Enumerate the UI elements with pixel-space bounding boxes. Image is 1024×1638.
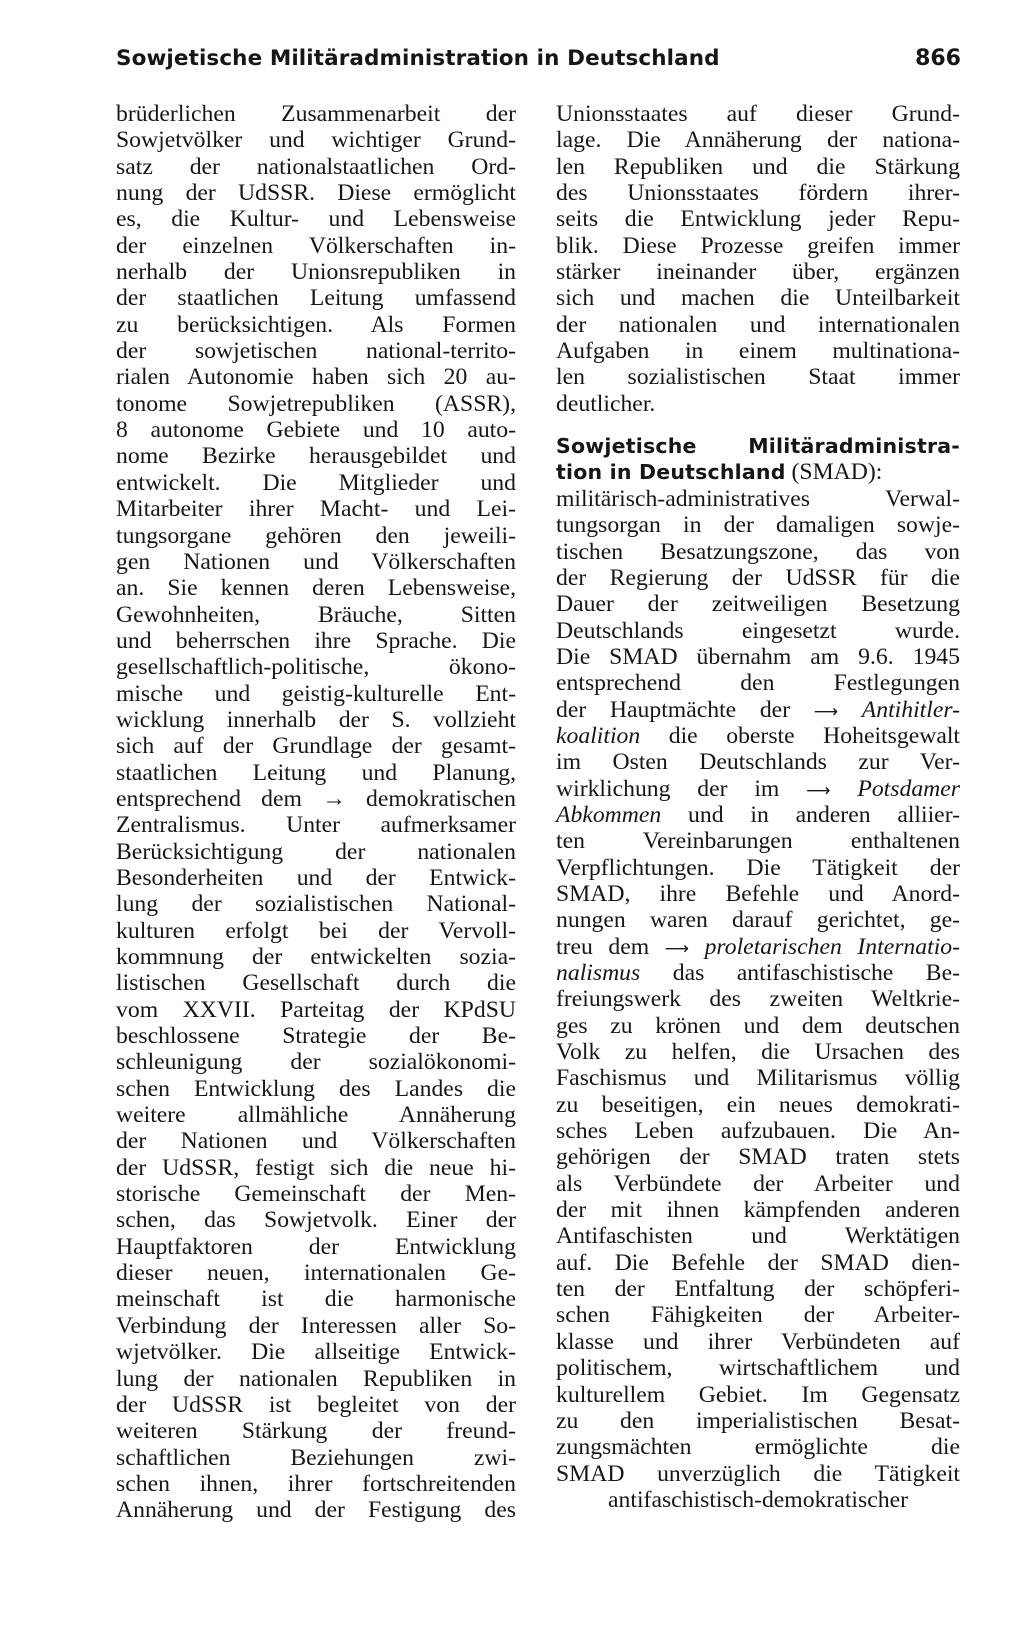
text-line: ten Vereinbarungen enthaltenen bbox=[556, 828, 960, 855]
text-line: tungsorgan in der damaligen sowje- bbox=[556, 512, 960, 539]
page-number: 866 bbox=[915, 46, 961, 71]
text-line: beschlossene Strategie der Be- bbox=[116, 1023, 516, 1050]
text-line: und beherrschen ihre Sprache. Die bbox=[116, 627, 516, 654]
text-line: mische und geistig-kulturelle Ent- bbox=[116, 680, 516, 707]
text-line bbox=[556, 776, 960, 802]
text-line: sich und machen die Unteilbarkeit bbox=[556, 285, 960, 312]
text-line: tonome Sowjetrepubliken (ASSR), bbox=[116, 390, 516, 417]
text-line: kommnung der entwickelten sozia- bbox=[116, 944, 516, 970]
text-line: gehörigen der SMAD traten stets bbox=[556, 1144, 960, 1171]
text-line: lage. Die Annäherung der nationa- bbox=[556, 127, 960, 154]
text-line: der UdSSR ist begleitet von der bbox=[116, 1391, 516, 1418]
text-line: schleunigung der sozialökonomi- bbox=[116, 1049, 516, 1076]
text-line: tungsorgane gehören den jeweili- bbox=[116, 522, 516, 549]
right-column bbox=[556, 101, 960, 1513]
entry-heading-continuation: tion in Deutschland bbox=[556, 460, 786, 485]
text-line: politischem, wirtschaftlichem und bbox=[556, 1355, 960, 1382]
text-line: SMAD, ihre Befehle und Anord- bbox=[556, 880, 960, 907]
text-line: listischen Gesellschaft durch die bbox=[116, 970, 516, 997]
text-line: Verbindung der Interessen aller So- bbox=[116, 1312, 516, 1339]
entry-abbreviation: (SMAD): bbox=[785, 459, 883, 486]
text-line bbox=[556, 697, 960, 723]
cross-reference-link[interactable]: nalismus bbox=[556, 960, 641, 986]
cross-reference-arrow-icon: ⟶ bbox=[806, 780, 831, 801]
text-line: schen Fähigkeiten der Arbeiter- bbox=[556, 1302, 960, 1329]
text-line: Besonderheiten und der Entwick- bbox=[116, 864, 516, 891]
cross-reference-arrow-icon: ⟶ bbox=[664, 938, 690, 959]
header-title: Sowjetische Militäradministration in Deutschland bbox=[116, 46, 720, 71]
text-line: nome Bezirke herausgebildet und bbox=[116, 443, 516, 470]
text-line: nerhalb der Unionsrepubliken in bbox=[116, 259, 516, 286]
left-column bbox=[116, 101, 516, 1524]
text-line: schen ihnen, ihrer fortschreitenden bbox=[116, 1470, 516, 1497]
text-fragment: wirklichung der im bbox=[556, 775, 780, 802]
text-line: Mitarbeiter ihrer Macht- und Lei- bbox=[116, 496, 516, 523]
text-line: len Republiken und die Stärkung bbox=[556, 153, 960, 180]
text-line: der UdSSR, festigt sich die neue hi- bbox=[116, 1154, 516, 1181]
text-line: weiteren Stärkung der freund- bbox=[116, 1418, 516, 1445]
cross-reference-link[interactable]: Potsdamer bbox=[857, 775, 960, 802]
text-fragment: treu dem bbox=[556, 933, 650, 960]
text-line: nungen waren darauf gerichtet, ge- bbox=[556, 907, 960, 934]
text-line: auf. Die Befehle der SMAD dien- bbox=[556, 1249, 960, 1276]
text-line: der nationalen und internationalen bbox=[556, 311, 960, 338]
text-line: Hauptfaktoren der Entwicklung bbox=[116, 1233, 516, 1260]
text-line: len sozialistischen Staat immer bbox=[556, 364, 960, 391]
entry-body bbox=[556, 828, 960, 933]
running-header bbox=[116, 46, 961, 86]
text-line bbox=[556, 960, 960, 986]
text-line: 8 autonome Gebiete und 10 auto- bbox=[116, 417, 516, 444]
text-line: ten der Entfaltung der schöpferi- bbox=[556, 1276, 960, 1303]
text-line: der einzelnen Völkerschaften in- bbox=[116, 232, 516, 259]
text-fragment: die oberste Hoheitsgewalt bbox=[640, 722, 960, 749]
text-line: Dauer der zeitweiligen Besetzung bbox=[556, 591, 960, 618]
text-line: entsprechend den Festlegungen bbox=[556, 670, 960, 697]
text-line: kulturellem Gebiet. Im Gegensatz bbox=[556, 1381, 960, 1408]
text-line: stärker ineinander über, ergänzen bbox=[556, 259, 960, 286]
text-line: der Nationen und Völkerschaften bbox=[116, 1128, 516, 1155]
cross-reference-arrow-icon: ⟶ bbox=[813, 701, 839, 722]
cross-reference-link[interactable]: Abkommen bbox=[556, 801, 662, 828]
text-line: entwickelt. Die Mitglieder und bbox=[116, 469, 516, 496]
text-line: sches Leben aufzubauen. Die An- bbox=[556, 1118, 960, 1145]
union-state-paragraph bbox=[556, 101, 960, 417]
cross-reference-link[interactable]: koalition bbox=[556, 722, 641, 749]
entry-body bbox=[556, 486, 960, 697]
text-line: zu den imperialistischen Besat- bbox=[556, 1407, 960, 1434]
text-line: staatlichen Leitung und Planung, bbox=[116, 759, 516, 786]
text-line: Die SMAD übernahm am 9.6. 1945 bbox=[556, 643, 960, 670]
text-line: an. Sie kennen deren Lebensweise, bbox=[116, 575, 516, 602]
text-line: weitere allmähliche Annäherung bbox=[116, 1102, 516, 1129]
text-line: deutlicher. bbox=[556, 390, 656, 417]
text-line: lung der sozialistischen National- bbox=[116, 891, 516, 918]
text-line: Deutschlands eingesetzt wurde. bbox=[556, 617, 960, 644]
text-line: rialen Autonomie haben sich 20 au- bbox=[116, 364, 516, 391]
text-line: Annäherung und der Festigung des bbox=[116, 1497, 516, 1524]
text-line: wicklung innerhalb der S. vollzieht bbox=[116, 706, 516, 733]
text-line: brüderlichen Zusammenarbeit der bbox=[116, 101, 516, 127]
text-line: zu beseitigen, ein neues demokrati- bbox=[556, 1091, 960, 1118]
text-line: Sowjetvölker und wichtiger Grund- bbox=[116, 127, 516, 154]
cross-reference-link[interactable]: proletarischen Internatio- bbox=[704, 933, 961, 960]
text-line: freiungswerk des zweiten Weltkrie- bbox=[556, 986, 960, 1013]
text-line: lung der nationalen Republiken in bbox=[116, 1365, 516, 1392]
text-line: Berücksichtigung der nationalen bbox=[116, 838, 516, 865]
text-line: Volk zu helfen, die Ursachen des bbox=[556, 1039, 960, 1066]
text-line: schaftlichen Beziehungen zwi- bbox=[116, 1444, 516, 1471]
text-line: seits die Entwicklung jeder Repu- bbox=[556, 206, 960, 233]
text-line: schen, das Sowjetvolk. Einer der bbox=[116, 1207, 516, 1234]
text-line: Faschismus und Militarismus völlig bbox=[556, 1065, 960, 1092]
text-line: zu berücksichtigen. Als Formen bbox=[116, 311, 516, 338]
text-line: des Unionsstaates fördern ihrer- bbox=[556, 180, 960, 207]
text-line: dieser neuen, internationalen Ge- bbox=[116, 1260, 516, 1287]
text-line: nung der UdSSR. Diese ermöglicht bbox=[116, 180, 516, 207]
text-line: als Verbündete der Arbeiter und bbox=[556, 1170, 960, 1197]
text-line: zungsmächten ermöglichte die bbox=[556, 1434, 960, 1461]
text-line bbox=[556, 802, 960, 828]
text-line: Zentralismus. Unter aufmerksamer bbox=[116, 812, 516, 839]
text-fragment: das antifaschistische Be- bbox=[640, 960, 960, 986]
text-line: sich auf der Grundlage der gesamt- bbox=[116, 733, 516, 760]
smad-entry bbox=[556, 433, 960, 1513]
text-line: satz der nationalstaatlichen Ord- bbox=[116, 153, 516, 180]
text-line: SMAD unverzüglich die Tätigkeit bbox=[556, 1460, 960, 1487]
text-line: klasse und ihrer Verbündeten auf bbox=[556, 1328, 960, 1355]
text-line: der staatlichen Leitung umfassend bbox=[116, 285, 516, 312]
text-line: im Osten Deutschlands zur Ver- bbox=[556, 749, 960, 776]
text-line: gen Nationen und Völkerschaften bbox=[116, 548, 516, 575]
text-line bbox=[556, 934, 960, 960]
text-fragment: und in anderen alliier- bbox=[661, 801, 960, 828]
text-line: blik. Diese Prozesse greifen immer bbox=[556, 232, 960, 259]
text-line: storische Gemeinschaft der Men- bbox=[116, 1181, 516, 1208]
text-fragment: der Hauptmächte der bbox=[556, 696, 791, 723]
text-line: es, die Kultur- und Lebensweise bbox=[116, 206, 516, 233]
text-line: der mit ihnen kämpfenden anderen bbox=[556, 1197, 960, 1224]
entry-body bbox=[556, 986, 960, 1513]
text-line: entsprechend dem → demokratischen bbox=[116, 785, 516, 812]
text-line: Aufgaben in einem multinationa- bbox=[556, 338, 960, 365]
text-line: Verpflichtungen. Die Tätigkeit der bbox=[556, 854, 960, 881]
text-line: ges zu krönen und dem deutschen bbox=[556, 1012, 960, 1039]
text-line: gesellschaftlich-politische, ökono- bbox=[116, 654, 516, 681]
entry-gap bbox=[556, 417, 960, 433]
text-line: antifaschistisch-demokratischer bbox=[608, 1486, 908, 1513]
text-line: Unionsstaates auf dieser Grund- bbox=[556, 101, 960, 127]
text-line: schen Entwicklung des Landes die bbox=[116, 1075, 516, 1102]
text-line: Gewohnheiten, Bräuche, Sitten bbox=[116, 601, 516, 628]
text-line: der sowjetischen national-territo- bbox=[116, 338, 516, 365]
entry-heading-line bbox=[556, 459, 960, 485]
entry-body bbox=[556, 749, 960, 775]
text-line: wjetvölker. Die allseitige Entwick- bbox=[116, 1339, 516, 1366]
text-line: vom XXVII. Parteitag der KPdSU bbox=[116, 996, 516, 1023]
text-line: militärisch-administratives Verwal- bbox=[556, 485, 960, 512]
text-line: der Regierung der UdSSR für die bbox=[556, 564, 960, 591]
text-line: Antifaschisten und Werktätigen bbox=[556, 1223, 960, 1250]
entry-heading: Sowjetische Militäradministra- bbox=[556, 434, 960, 459]
text-line bbox=[556, 723, 960, 749]
text-line: tischen Besatzungszone, das von bbox=[556, 538, 960, 565]
cross-reference-link[interactable]: Antihitler- bbox=[861, 696, 960, 723]
text-line: meinschaft ist die harmonische bbox=[116, 1286, 516, 1313]
text-line: kulturen erfolgt bei der Vervoll- bbox=[116, 917, 516, 944]
